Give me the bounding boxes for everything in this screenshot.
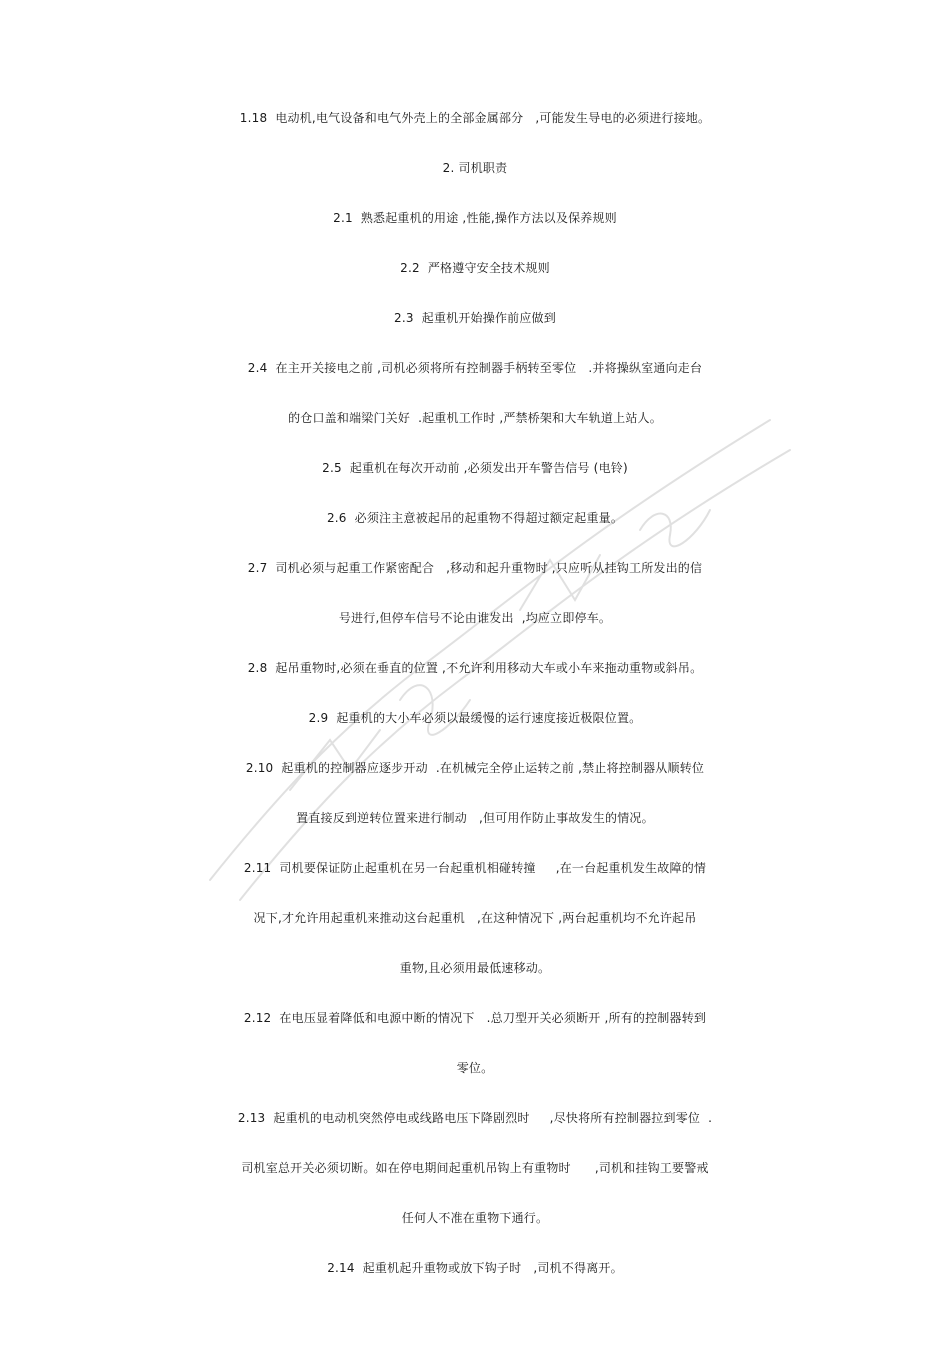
text-line: 2.10 起重机的控制器应逐步开动 .在机械完全停止运转之前 ,禁止将控制器从顺转位 xyxy=(245,761,705,775)
text-line: 任何人不准在重物下通行。 xyxy=(401,1211,549,1225)
text-line: 2.9 起重机的大小车必须以最缓慢的运行速度接近极限位置。 xyxy=(308,711,642,725)
text-line: 零位。 xyxy=(456,1061,494,1075)
text-line: 重物,且必须用最低速移动。 xyxy=(399,961,551,975)
text-line: 2.12 在电压显着降低和电源中断的情况下 .总刀型开关必须断开 ,所有的控制器转到 xyxy=(243,1011,707,1025)
text-line: 2.11 司机要保证防止起重机在另一台起重机相碰转撞 ,在一台起重机发生故障的情 xyxy=(243,861,707,875)
section-heading: 2. 司机职责 xyxy=(442,161,508,175)
text-line: 2.5 起重机在每次开动前 ,必须发出开车警告信号 (电铃) xyxy=(322,461,628,475)
text-line: 2.8 起吊重物时,必须在垂直的位置 ,不允许利用移动大车或小车来拖动重物或斜吊。 xyxy=(247,661,703,675)
text-line: 2.3 起重机开始操作前应做到 xyxy=(394,311,556,325)
text-line: 号进行,但停车信号不论由谁发出 ,均应立即停车。 xyxy=(338,611,612,625)
text-line: 2.14 起重机起升重物或放下钩子时 ,司机不得离开。 xyxy=(327,1261,623,1275)
text-line: 2.1 熟悉起重机的用途 ,性能,操作方法以及保养规则 xyxy=(333,211,617,225)
watermark-stamp xyxy=(170,360,810,920)
text-line: 1.18 电动机,电气设备和电气外壳上的全部金属部分 ,可能发生导电的必须进行接地。 xyxy=(239,111,711,125)
text-line: 置直接反到逆转位置来进行制动 ,但可用作防止事故发生的情况。 xyxy=(296,811,654,825)
text-line: 况下,才允许用起重机来推动这台起重机 ,在这种情况下 ,两台起重机均不允许起吊 xyxy=(253,911,697,925)
text-line: 2.2 严格遵守安全技术规则 xyxy=(400,261,550,275)
text-line: 司机室总开关必须切断。如在停电期间起重机吊钩上有重物时 ,司机和挂钩工要警戒 xyxy=(241,1161,709,1175)
text-line: 的仓口盖和端梁门关好 .起重机工作时 ,严禁桥架和大车轨道上站人。 xyxy=(288,411,662,425)
text-line: 2.7 司机必须与起重工作紧密配合 ,移动和起升重物时 ,只应听从挂钩工所发出的信 xyxy=(247,561,703,575)
text-line: 2.13 起重机的电动机突然停电或线路电压下降剧烈时 ,尽快将所有控制器拉到零位 . xyxy=(237,1111,713,1125)
text-line: 2.6 必须注主意被起吊的起重物不得超过额定起重量。 xyxy=(326,511,624,525)
text-line: 2.4 在主开关接电之前 ,司机必须将所有控制器手柄转至零位 .并将操纵室通向走台 xyxy=(247,361,703,375)
